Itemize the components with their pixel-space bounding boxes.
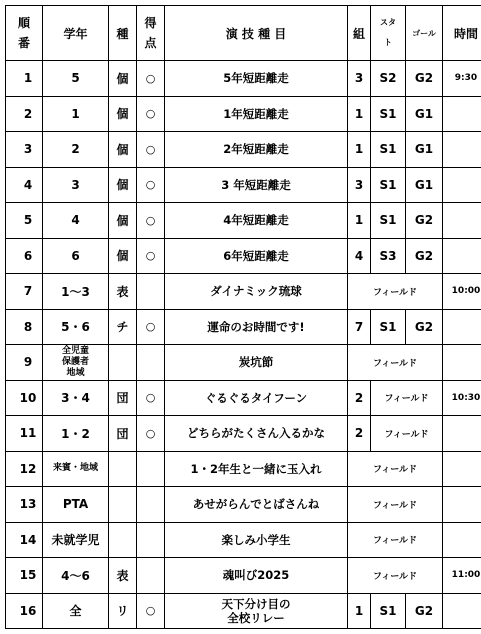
row-goal: G1 [406, 167, 443, 203]
row-event: どちらがたくさん入るかな [165, 416, 348, 452]
row-start: S1 [371, 593, 406, 629]
row-field: フィールド [371, 416, 443, 452]
row-grade: 5・6 [43, 309, 109, 345]
row-event: 6年短距離走 [165, 238, 348, 274]
row-time [443, 345, 481, 381]
row-number: 14 [6, 522, 43, 558]
table-row [6, 593, 481, 629]
row-type [109, 451, 137, 487]
row-type: 個 [109, 167, 137, 203]
row-start: S1 [371, 203, 406, 239]
row-grade: 4 [43, 203, 109, 239]
row-score: ○ [137, 167, 165, 203]
header-start-bottom: ト [384, 38, 392, 47]
row-start: S1 [371, 167, 406, 203]
row-event: 炭坑節 [165, 345, 348, 381]
row-grade: 全児童 保護者 地域 [43, 345, 109, 381]
row-type: リ [109, 593, 137, 629]
row-event: 楽しみ小学生 [165, 522, 348, 558]
row-group: 7 [348, 309, 371, 345]
row-score: ○ [137, 96, 165, 132]
table-row [6, 61, 481, 97]
row-field: フィールド [371, 380, 443, 416]
table-header-row [6, 6, 481, 61]
table-row [6, 132, 481, 168]
row-number: 8 [6, 309, 43, 345]
row-field: フィールド [348, 274, 443, 310]
row-time: 11:00 [443, 558, 481, 594]
row-event: 5年短距離走 [165, 61, 348, 97]
table-row [6, 309, 481, 345]
table-body [6, 61, 481, 629]
row-score [137, 522, 165, 558]
row-type [109, 522, 137, 558]
row-time [443, 96, 481, 132]
row-number: 3 [6, 132, 43, 168]
row-type: 個 [109, 132, 137, 168]
row-group: 1 [348, 96, 371, 132]
row-event: 3 年短距離走 [165, 167, 348, 203]
row-grade: 4～6 [43, 558, 109, 594]
row-type: 表 [109, 274, 137, 310]
header-score-top: 得 [144, 16, 157, 30]
row-grade: 3・4 [43, 380, 109, 416]
row-time [443, 203, 481, 239]
table-row [6, 487, 481, 523]
row-number: 16 [6, 593, 43, 629]
row-type: 個 [109, 61, 137, 97]
row-score: ○ [137, 61, 165, 97]
row-score: ○ [137, 238, 165, 274]
row-group: 1 [348, 593, 371, 629]
row-goal: G2 [406, 238, 443, 274]
header-type: 種 [109, 6, 137, 61]
row-time: 9:30 [443, 61, 481, 97]
row-type: 個 [109, 238, 137, 274]
row-field: フィールド [348, 558, 443, 594]
table-row [6, 558, 481, 594]
row-goal: G2 [406, 61, 443, 97]
row-group: 1 [348, 132, 371, 168]
row-number: 5 [6, 203, 43, 239]
row-score: ○ [137, 309, 165, 345]
row-score: ○ [137, 203, 165, 239]
row-field: フィールド [348, 487, 443, 523]
row-score [137, 274, 165, 310]
row-number: 13 [6, 487, 43, 523]
header-score [137, 6, 165, 61]
program-table [5, 5, 481, 629]
row-type [109, 487, 137, 523]
row-type: 団 [109, 380, 137, 416]
row-number: 1 [6, 61, 43, 97]
row-score: ○ [137, 380, 165, 416]
row-time [443, 238, 481, 274]
row-number: 7 [6, 274, 43, 310]
row-group: 2 [348, 380, 371, 416]
row-score [137, 487, 165, 523]
row-time [443, 309, 481, 345]
row-start: S2 [371, 61, 406, 97]
row-event: 1・2年生と一緒に玉入れ [165, 451, 348, 487]
row-goal: G2 [406, 203, 443, 239]
row-event: ダイナミック琉球 [165, 274, 348, 310]
row-field: フィールド [348, 345, 443, 381]
row-time [443, 487, 481, 523]
row-time [443, 593, 481, 629]
table-row [6, 451, 481, 487]
row-event: ぐるぐるタイフーン [165, 380, 348, 416]
row-time: 10:30 [443, 380, 481, 416]
row-type: チ [109, 309, 137, 345]
table-row [6, 203, 481, 239]
row-number: 6 [6, 238, 43, 274]
table-row [6, 416, 481, 452]
row-grade: 5 [43, 61, 109, 97]
table-row [6, 167, 481, 203]
row-group: 3 [348, 61, 371, 97]
row-start: S1 [371, 309, 406, 345]
row-grade: 未就学児 [43, 522, 109, 558]
header-group: 組 [348, 6, 371, 61]
row-event: 運命のお時間です! [165, 309, 348, 345]
row-group: 3 [348, 167, 371, 203]
header-event: 演 技 種 目 [165, 6, 348, 61]
row-event: 天下分け目の 全校リレー [165, 593, 348, 629]
row-event: 魂叫び2025 [165, 558, 348, 594]
row-score [137, 558, 165, 594]
row-time [443, 132, 481, 168]
row-event: あせがらんでとばさんね [165, 487, 348, 523]
row-start: S1 [371, 96, 406, 132]
row-type: 個 [109, 96, 137, 132]
row-score [137, 345, 165, 381]
row-field: フィールド [348, 451, 443, 487]
header-score-bottom: 点 [144, 36, 157, 50]
row-type: 表 [109, 558, 137, 594]
header-time: 時間 [443, 6, 481, 61]
row-goal: G2 [406, 593, 443, 629]
row-start: S1 [371, 132, 406, 168]
row-number: 2 [6, 96, 43, 132]
row-group: 2 [348, 416, 371, 452]
row-score: ○ [137, 416, 165, 452]
row-time [443, 522, 481, 558]
row-goal: G2 [406, 309, 443, 345]
row-goal: G1 [406, 96, 443, 132]
row-event: 4年短距離走 [165, 203, 348, 239]
header-goal: ゴール [406, 6, 443, 61]
table-row [6, 522, 481, 558]
table-row [6, 238, 481, 274]
row-type: 個 [109, 203, 137, 239]
row-score: ○ [137, 593, 165, 629]
row-grade: PTA [43, 487, 109, 523]
row-group: 1 [348, 203, 371, 239]
table-row [6, 345, 481, 381]
header-start-top: スタ [380, 18, 396, 27]
row-time: 10:00 [443, 274, 481, 310]
header-order-top: 順 [17, 16, 30, 30]
row-time [443, 167, 481, 203]
row-score: ○ [137, 132, 165, 168]
row-field: フィールド [348, 522, 443, 558]
header-grade: 学年 [43, 6, 109, 61]
row-number: 9 [6, 345, 43, 381]
row-goal: G1 [406, 132, 443, 168]
row-grade: 2 [43, 132, 109, 168]
row-grade: 1～3 [43, 274, 109, 310]
row-group: 4 [348, 238, 371, 274]
header-order-bottom: 番 [17, 36, 30, 50]
row-type: 団 [109, 416, 137, 452]
row-grade: 3 [43, 167, 109, 203]
table-row [6, 380, 481, 416]
table-row [6, 274, 481, 310]
row-number: 15 [6, 558, 43, 594]
table-row [6, 96, 481, 132]
row-grade: 全 [43, 593, 109, 629]
row-grade: 来賓・地域 [43, 451, 109, 487]
row-start: S3 [371, 238, 406, 274]
row-time [443, 416, 481, 452]
row-number: 11 [6, 416, 43, 452]
row-grade: 6 [43, 238, 109, 274]
row-number: 10 [6, 380, 43, 416]
row-type [109, 345, 137, 381]
row-grade: 1 [43, 96, 109, 132]
row-number: 4 [6, 167, 43, 203]
row-time [443, 451, 481, 487]
row-event: 2年短距離走 [165, 132, 348, 168]
header-order [6, 6, 43, 61]
row-number: 12 [6, 451, 43, 487]
row-score [137, 451, 165, 487]
row-grade: 1・2 [43, 416, 109, 452]
row-event: 1年短距離走 [165, 96, 348, 132]
header-start [371, 6, 406, 61]
